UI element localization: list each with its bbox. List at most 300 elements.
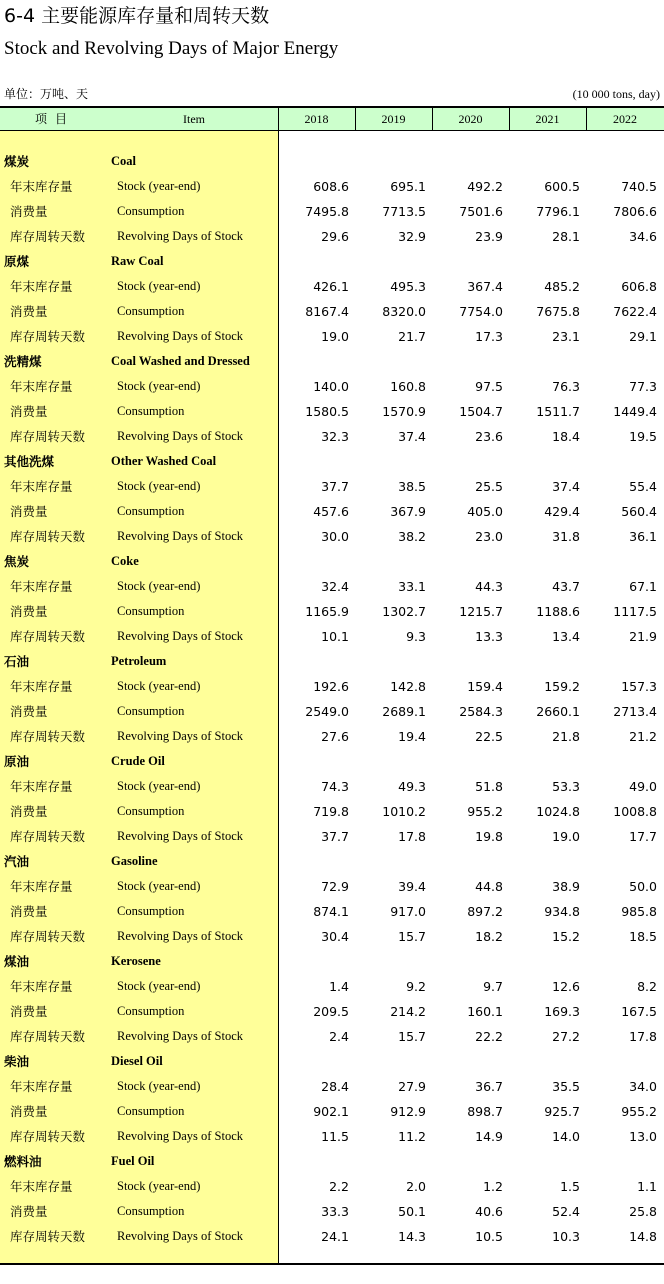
value-cell: 74.3 [321, 779, 349, 794]
value-cell: 1.4 [329, 979, 349, 994]
value-cell: 19.0 [552, 829, 580, 844]
value-cell: 18.4 [552, 429, 580, 444]
value-cell: 23.0 [475, 529, 503, 544]
value-cell: 9.7 [483, 979, 503, 994]
row-label-cn: 消费量 [10, 1104, 48, 1119]
table-row [0, 624, 664, 649]
value-cell: 39.4 [398, 879, 426, 894]
table-row [0, 199, 664, 224]
category-label-en: Petroleum [111, 654, 167, 668]
table-row [0, 1074, 664, 1099]
value-cell: 608.6 [313, 179, 349, 194]
value-cell: 38.5 [398, 479, 426, 494]
value-cell: 1008.8 [613, 804, 657, 819]
value-cell: 14.3 [398, 1229, 426, 1244]
table-row [0, 499, 664, 524]
value-cell: 140.0 [313, 379, 349, 394]
row-label-en: Consumption [117, 1004, 185, 1018]
table-row [0, 174, 664, 199]
value-cell: 38.2 [398, 529, 426, 544]
value-cell: 1215.7 [459, 604, 503, 619]
value-cell: 25.5 [475, 479, 503, 494]
category-label-en: Fuel Oil [111, 1154, 155, 1168]
value-cell: 19.4 [398, 729, 426, 744]
value-cell: 27.6 [321, 729, 349, 744]
value-cell: 12.6 [552, 979, 580, 994]
table-row [0, 224, 664, 249]
row-label-en: Consumption [117, 904, 185, 918]
row-label-en: Consumption [117, 704, 185, 718]
value-cell: 492.2 [467, 179, 503, 194]
row-label-cn: 库存周转天数 [10, 1129, 86, 1144]
row-label-en: Consumption [117, 804, 185, 818]
row-label-en: Consumption [117, 204, 185, 218]
value-cell: 15.7 [398, 929, 426, 944]
value-cell: 2549.0 [305, 704, 349, 719]
value-cell: 17.7 [629, 829, 657, 844]
category-label-cn: 燃料油 [4, 1154, 42, 1169]
value-cell: 28.1 [552, 229, 580, 244]
row-label-en: Revolving Days of Stock [117, 1029, 244, 1043]
table-row [0, 874, 664, 899]
row-label-cn: 年末库存量 [10, 979, 73, 994]
value-cell: 34.6 [629, 229, 657, 244]
category-row [0, 1049, 664, 1074]
row-label-en: Consumption [117, 1204, 185, 1218]
row-label-cn: 库存周转天数 [10, 429, 86, 444]
row-label-en: Revolving Days of Stock [117, 629, 244, 643]
value-cell: 874.1 [313, 904, 349, 919]
category-label-cn: 煤炭 [4, 154, 30, 169]
value-cell: 1504.7 [459, 404, 503, 419]
value-cell: 14.8 [629, 1229, 657, 1244]
row-label-cn: 消费量 [10, 1204, 48, 1219]
table-row [0, 399, 664, 424]
value-cell: 32.9 [398, 229, 426, 244]
value-cell: 29.6 [321, 229, 349, 244]
row-label-en: Stock (year-end) [117, 779, 201, 793]
category-row [0, 1149, 664, 1174]
value-cell: 11.2 [398, 1129, 426, 1144]
category-label-en: Diesel Oil [111, 1054, 163, 1068]
category-label-en: Coal [111, 154, 136, 168]
value-cell: 159.4 [467, 679, 503, 694]
table-row [0, 474, 664, 499]
value-cell: 17.8 [398, 829, 426, 844]
row-label-cn: 库存周转天数 [10, 829, 86, 844]
row-label-cn: 消费量 [10, 404, 48, 419]
table-row [0, 674, 664, 699]
category-label-en: Gasoline [111, 854, 158, 868]
header-year: 2019 [381, 112, 406, 126]
value-cell: 209.5 [313, 1004, 349, 1019]
value-cell: 495.3 [390, 279, 426, 294]
value-cell: 40.6 [475, 1204, 503, 1219]
value-cell: 19.8 [475, 829, 503, 844]
row-label-en: Consumption [117, 404, 185, 418]
value-cell: 2713.4 [613, 704, 657, 719]
value-cell: 10.1 [321, 629, 349, 644]
row-label-en: Revolving Days of Stock [117, 1229, 244, 1243]
value-cell: 22.5 [475, 729, 503, 744]
value-cell: 8167.4 [305, 304, 349, 319]
value-cell: 917.0 [390, 904, 426, 919]
value-cell: 606.8 [621, 279, 657, 294]
category-row [0, 249, 664, 274]
category-label-cn: 石油 [4, 654, 30, 669]
value-cell: 600.5 [544, 179, 580, 194]
value-cell: 7806.6 [613, 204, 657, 219]
value-cell: 33.3 [321, 1204, 349, 1219]
value-cell: 1117.5 [613, 604, 657, 619]
category-row [0, 449, 664, 474]
row-label-en: Stock (year-end) [117, 979, 201, 993]
row-label-en: Stock (year-end) [117, 279, 201, 293]
value-cell: 9.3 [406, 629, 426, 644]
value-cell: 15.2 [552, 929, 580, 944]
row-label-cn: 库存周转天数 [10, 229, 86, 244]
row-label-cn: 年末库存量 [10, 179, 73, 194]
row-label-en: Consumption [117, 504, 185, 518]
value-cell: 24.1 [321, 1229, 349, 1244]
value-cell: 167.5 [621, 1004, 657, 1019]
value-cell: 1165.9 [305, 604, 349, 619]
table-bottom-rule [0, 1263, 664, 1265]
value-cell: 23.9 [475, 229, 503, 244]
table-row [0, 1124, 664, 1149]
table-row [0, 1224, 664, 1249]
unit-label-en: (10 000 tons, day) [572, 87, 660, 101]
value-cell: 44.3 [475, 579, 503, 594]
row-label-en: Stock (year-end) [117, 1079, 201, 1093]
table-row [0, 799, 664, 824]
category-row [0, 349, 664, 374]
value-cell: 15.7 [398, 1029, 426, 1044]
category-label-en: Kerosene [111, 954, 161, 968]
value-cell: 38.9 [552, 879, 580, 894]
row-label-cn: 库存周转天数 [10, 329, 86, 344]
table-row [0, 574, 664, 599]
table-row [0, 1099, 664, 1124]
category-row [0, 649, 664, 674]
value-cell: 2.4 [329, 1029, 349, 1044]
value-cell: 21.2 [629, 729, 657, 744]
category-label-en: Coal Washed and Dressed [111, 354, 250, 368]
value-cell: 14.9 [475, 1129, 503, 1144]
table-row [0, 999, 664, 1024]
header-year: 2022 [613, 112, 637, 126]
table-row [0, 699, 664, 724]
value-cell: 13.3 [475, 629, 503, 644]
row-label-en: Revolving Days of Stock [117, 329, 244, 343]
table-row [0, 974, 664, 999]
value-cell: 1024.8 [536, 804, 580, 819]
row-label-cn: 库存周转天数 [10, 729, 86, 744]
value-cell: 740.5 [621, 179, 657, 194]
row-label-en: Consumption [117, 604, 185, 618]
value-cell: 49.3 [398, 779, 426, 794]
table-row [0, 424, 664, 449]
value-cell: 897.2 [467, 904, 503, 919]
value-cell: 1.5 [560, 1179, 580, 1194]
value-cell: 912.9 [390, 1104, 426, 1119]
value-cell: 560.4 [621, 504, 657, 519]
value-cell: 169.3 [544, 1004, 580, 1019]
value-cell: 8.2 [637, 979, 657, 994]
table-row [0, 374, 664, 399]
value-cell: 67.1 [629, 579, 657, 594]
column-divider [432, 106, 433, 131]
value-cell: 1.2 [483, 1179, 503, 1194]
value-cell: 7713.5 [382, 204, 426, 219]
value-cell: 14.0 [552, 1129, 580, 1144]
category-label-cn: 焦炭 [4, 554, 30, 569]
value-cell: 1302.7 [382, 604, 426, 619]
header-item-en: Item [183, 112, 205, 126]
value-cell: 35.5 [552, 1079, 580, 1094]
value-cell: 37.4 [398, 429, 426, 444]
table-row [0, 899, 664, 924]
value-cell: 25.8 [629, 1204, 657, 1219]
value-cell: 367.4 [467, 279, 503, 294]
category-label-cn: 煤油 [4, 954, 30, 969]
value-cell: 32.4 [321, 579, 349, 594]
value-cell: 367.9 [390, 504, 426, 519]
value-cell: 72.9 [321, 879, 349, 894]
value-cell: 426.1 [313, 279, 349, 294]
row-label-en: Revolving Days of Stock [117, 929, 244, 943]
row-label-cn: 库存周转天数 [10, 529, 86, 544]
value-cell: 30.4 [321, 929, 349, 944]
value-cell: 18.5 [629, 929, 657, 944]
value-cell: 50.0 [629, 879, 657, 894]
value-cell: 719.8 [313, 804, 349, 819]
value-cell: 157.3 [621, 679, 657, 694]
row-label-cn: 年末库存量 [10, 279, 73, 294]
header-item-cn: 项目 [34, 112, 75, 126]
table-row [0, 774, 664, 799]
table-row [0, 274, 664, 299]
value-cell: 34.0 [629, 1079, 657, 1094]
value-cell: 97.5 [475, 379, 503, 394]
row-label-en: Stock (year-end) [117, 579, 201, 593]
value-cell: 29.1 [629, 329, 657, 344]
header-year: 2020 [458, 112, 483, 126]
row-label-en: Revolving Days of Stock [117, 729, 244, 743]
row-label-en: Revolving Days of Stock [117, 529, 244, 543]
row-label-en: Revolving Days of Stock [117, 1129, 244, 1143]
value-cell: 1511.7 [536, 404, 580, 419]
table-row [0, 924, 664, 949]
row-label-cn: 消费量 [10, 1004, 48, 1019]
row-label-en: Revolving Days of Stock [117, 429, 244, 443]
row-label-cn: 消费量 [10, 504, 48, 519]
row-label-en: Consumption [117, 304, 185, 318]
value-cell: 1188.6 [536, 604, 580, 619]
value-cell: 429.4 [544, 504, 580, 519]
row-label-cn: 库存周转天数 [10, 929, 86, 944]
category-row [0, 149, 664, 174]
value-cell: 192.6 [313, 679, 349, 694]
value-cell: 7675.8 [536, 304, 580, 319]
value-cell: 19.0 [321, 329, 349, 344]
table-row [0, 324, 664, 349]
value-cell: 934.8 [544, 904, 580, 919]
value-cell: 76.3 [552, 379, 580, 394]
row-label-en: Revolving Days of Stock [117, 229, 244, 243]
value-cell: 28.4 [321, 1079, 349, 1094]
table-row [0, 824, 664, 849]
value-cell: 52.4 [552, 1204, 580, 1219]
value-cell: 485.2 [544, 279, 580, 294]
table-row [0, 1174, 664, 1199]
row-label-cn: 库存周转天数 [10, 629, 86, 644]
value-cell: 925.7 [544, 1104, 580, 1119]
value-cell: 955.2 [467, 804, 503, 819]
value-cell: 2689.1 [382, 704, 426, 719]
value-cell: 55.4 [629, 479, 657, 494]
value-cell: 18.2 [475, 929, 503, 944]
category-label-cn: 汽油 [4, 854, 30, 869]
value-cell: 985.8 [621, 904, 657, 919]
value-cell: 77.3 [629, 379, 657, 394]
value-cell: 160.1 [467, 1004, 503, 1019]
category-label-en: Coke [111, 554, 139, 568]
table-row [0, 1199, 664, 1224]
value-cell: 21.9 [629, 629, 657, 644]
value-cell: 50.1 [398, 1204, 426, 1219]
value-cell: 17.3 [475, 329, 503, 344]
value-cell: 37.7 [321, 829, 349, 844]
value-cell: 36.1 [629, 529, 657, 544]
value-cell: 31.8 [552, 529, 580, 544]
column-divider [355, 106, 356, 131]
row-label-cn: 年末库存量 [10, 579, 73, 594]
category-label-en: Raw Coal [111, 254, 164, 268]
table-row [0, 599, 664, 624]
value-cell: 902.1 [313, 1104, 349, 1119]
table-row [0, 524, 664, 549]
value-cell: 53.3 [552, 779, 580, 794]
row-label-en: Stock (year-end) [117, 679, 201, 693]
category-label-cn: 原油 [4, 754, 30, 769]
value-cell: 8320.0 [382, 304, 426, 319]
row-label-cn: 年末库存量 [10, 879, 73, 894]
value-cell: 898.7 [467, 1104, 503, 1119]
row-label-cn: 年末库存量 [10, 1179, 73, 1194]
row-label-en: Stock (year-end) [117, 179, 201, 193]
value-cell: 13.4 [552, 629, 580, 644]
value-cell: 30.0 [321, 529, 349, 544]
row-label-cn: 年末库存量 [10, 379, 73, 394]
value-cell: 7501.6 [459, 204, 503, 219]
row-label-cn: 消费量 [10, 304, 48, 319]
category-row [0, 849, 664, 874]
value-cell: 7495.8 [305, 204, 349, 219]
row-label-en: Revolving Days of Stock [117, 829, 244, 843]
column-divider [509, 106, 510, 131]
value-cell: 19.5 [629, 429, 657, 444]
value-cell: 51.8 [475, 779, 503, 794]
value-cell: 1580.5 [305, 404, 349, 419]
row-label-cn: 库存周转天数 [10, 1029, 86, 1044]
row-label-cn: 年末库存量 [10, 779, 73, 794]
value-cell: 7622.4 [613, 304, 657, 319]
table-row [0, 724, 664, 749]
value-cell: 33.1 [398, 579, 426, 594]
value-cell: 2660.1 [536, 704, 580, 719]
value-cell: 32.3 [321, 429, 349, 444]
category-label-cn: 原煤 [4, 254, 30, 269]
row-label-cn: 年末库存量 [10, 679, 73, 694]
value-cell: 695.1 [390, 179, 426, 194]
value-cell: 9.2 [406, 979, 426, 994]
row-label-cn: 消费量 [10, 904, 48, 919]
value-cell: 2.0 [406, 1179, 426, 1194]
value-cell: 1449.4 [613, 404, 657, 419]
row-label-en: Consumption [117, 1104, 185, 1118]
row-label-en: Stock (year-end) [117, 879, 201, 893]
value-cell: 457.6 [313, 504, 349, 519]
row-label-cn: 库存周转天数 [10, 1229, 86, 1244]
value-cell: 44.8 [475, 879, 503, 894]
row-label-cn: 消费量 [10, 804, 48, 819]
row-label-cn: 消费量 [10, 704, 48, 719]
row-label-cn: 年末库存量 [10, 479, 73, 494]
value-cell: 955.2 [621, 1104, 657, 1119]
value-cell: 23.1 [552, 329, 580, 344]
table-row [0, 1024, 664, 1049]
table-row [0, 299, 664, 324]
value-cell: 36.7 [475, 1079, 503, 1094]
category-row [0, 549, 664, 574]
value-cell: 11.5 [321, 1129, 349, 1144]
value-cell: 1570.9 [382, 404, 426, 419]
column-divider [586, 106, 587, 131]
row-label-en: Stock (year-end) [117, 1179, 201, 1193]
table-header [0, 106, 664, 131]
value-cell: 214.2 [390, 1004, 426, 1019]
value-cell: 7754.0 [459, 304, 503, 319]
row-label-en: Stock (year-end) [117, 479, 201, 493]
value-cell: 10.3 [552, 1229, 580, 1244]
row-label-en: Stock (year-end) [117, 379, 201, 393]
value-cell: 27.2 [552, 1029, 580, 1044]
value-cell: 37.4 [552, 479, 580, 494]
row-label-cn: 年末库存量 [10, 1079, 73, 1094]
header-year: 2021 [535, 112, 560, 126]
value-cell: 2.2 [329, 1179, 349, 1194]
category-label-en: Other Washed Coal [111, 454, 217, 468]
value-cell: 17.8 [629, 1029, 657, 1044]
value-cell: 13.0 [629, 1129, 657, 1144]
value-cell: 405.0 [467, 504, 503, 519]
unit-label-cn: 单位：万吨、天 [4, 87, 89, 101]
value-cell: 21.7 [398, 329, 426, 344]
value-cell: 49.0 [629, 779, 657, 794]
value-cell: 27.9 [398, 1079, 426, 1094]
table-title-cn: 6-4 主要能源库存量和周转天数 [4, 5, 270, 27]
header-year: 2018 [304, 112, 329, 126]
value-cell: 37.7 [321, 479, 349, 494]
category-label-en: Crude Oil [111, 754, 165, 768]
row-label-cn: 消费量 [10, 604, 48, 619]
value-cell: 22.2 [475, 1029, 503, 1044]
value-cell: 2584.3 [459, 704, 503, 719]
category-row [0, 749, 664, 774]
value-cell: 160.8 [390, 379, 426, 394]
row-label-cn: 消费量 [10, 204, 48, 219]
